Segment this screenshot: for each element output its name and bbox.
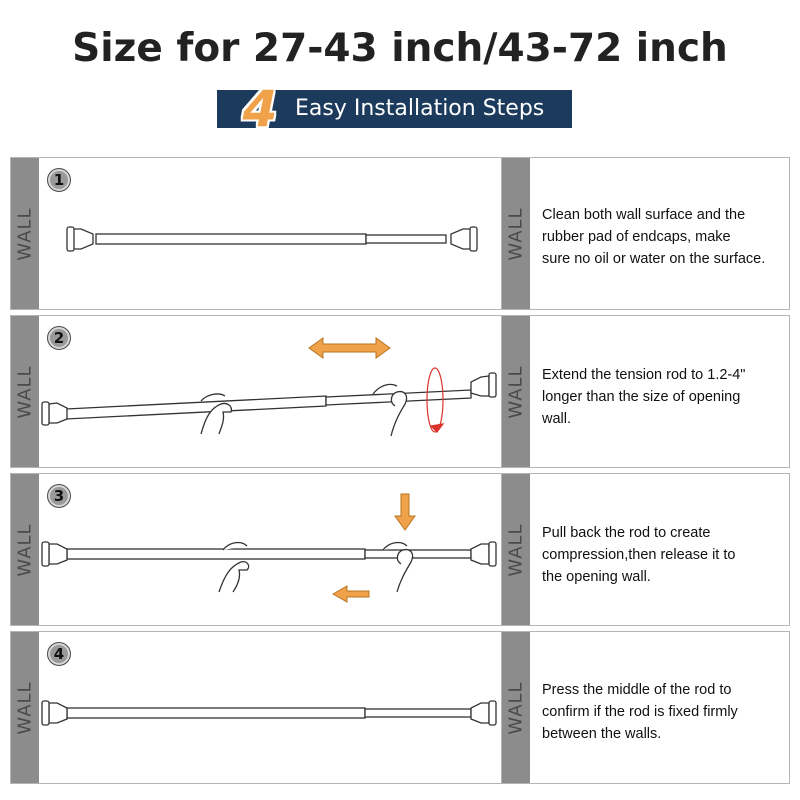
description-line: rubber pad of endcaps, make (542, 229, 731, 245)
wall-label: WALL (14, 364, 36, 419)
rod (42, 701, 496, 725)
step-1-text-panel (501, 157, 790, 310)
wall-label: WALL (14, 680, 36, 735)
wall-label: WALL (505, 680, 527, 735)
step-number-badge: 4 (47, 642, 71, 666)
step-number-badge: 3 (47, 484, 71, 508)
description-line: the opening wall. (542, 569, 651, 585)
rod (67, 227, 477, 251)
wall-label: WALL (14, 206, 36, 261)
horizontal-arrow-icon (309, 338, 390, 358)
wall-label: WALL (505, 364, 527, 419)
description-line: between the walls. (542, 726, 662, 742)
description-line: Clean both wall surface and the (542, 207, 746, 223)
rod-illustration (11, 316, 501, 467)
wall-right (502, 158, 530, 309)
step-description (542, 364, 788, 430)
description-line: longer than the size of opening (542, 389, 741, 405)
step-2 (10, 315, 790, 468)
step-1 (10, 157, 790, 310)
description-line: sure no oil or water on the surface. (542, 251, 766, 267)
wall-right (502, 474, 530, 625)
step-number-badge: 1 (47, 168, 71, 192)
step-3-text-panel (501, 473, 790, 626)
description-line: Extend the tension rod to 1.2-4" (542, 367, 746, 383)
step-4-illustration (10, 631, 502, 784)
left-arrow-icon (333, 586, 369, 602)
step-3 (10, 473, 790, 626)
rod-illustration (11, 632, 501, 783)
step-description (542, 204, 788, 270)
step-1-illustration (10, 157, 502, 310)
step-description (542, 522, 788, 588)
wall-label: WALL (14, 522, 36, 577)
down-arrow-icon (395, 494, 415, 530)
wall-label: WALL (505, 522, 527, 577)
step-4 (10, 631, 790, 784)
description-line: Press the middle of the rod to (542, 682, 732, 698)
banner-text: Easy Installation Steps (295, 96, 545, 121)
description-line: confirm if the rod is fixed firmly (542, 704, 738, 720)
wall-label: WALL (505, 206, 527, 261)
step-2-text-panel (501, 315, 790, 468)
wall-right (502, 316, 530, 467)
step-number-badge: 2 (47, 326, 71, 350)
page-title: Size for 27-43 inch/43-72 inch (72, 26, 728, 71)
description-line: Pull back the rod to create (542, 525, 711, 541)
banner-step-count: 4 (242, 80, 278, 138)
description-line: wall. (542, 411, 572, 427)
step-description (542, 679, 788, 745)
description-line: compression,then release it to (542, 547, 736, 563)
hands-icon (201, 384, 407, 436)
rod-illustration (11, 474, 501, 625)
step-2-illustration (10, 315, 502, 468)
step-3-illustration (10, 473, 502, 626)
step-4-text-panel (501, 631, 790, 784)
rod (42, 542, 496, 566)
rod-illustration (11, 158, 501, 309)
wall-right (502, 632, 530, 783)
